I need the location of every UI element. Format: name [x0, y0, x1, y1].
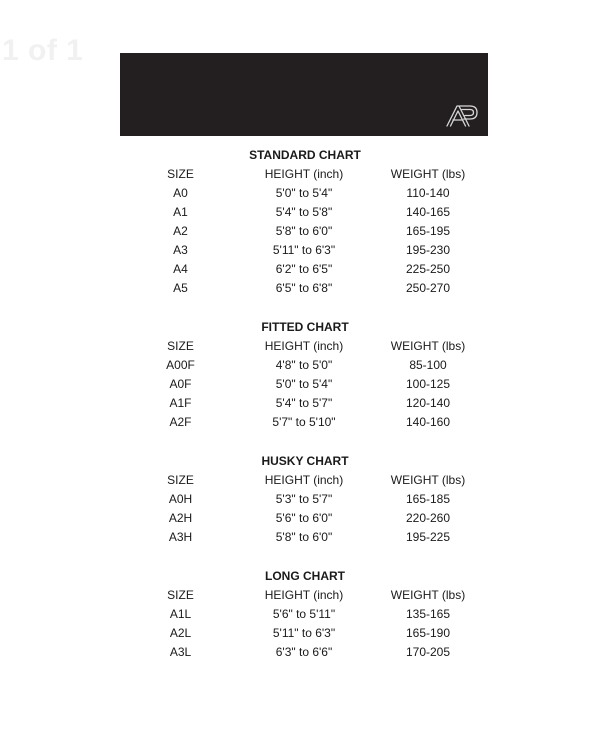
table-row — [120, 184, 488, 203]
height-cell: 5'0" to 5'4" — [275, 377, 333, 391]
height-cell: 5'11" to 6'3" — [272, 626, 336, 640]
height-cell: 4'8" to 5'0" — [275, 358, 333, 372]
weight-cell: 165-185 — [405, 492, 451, 506]
height-column-header: HEIGHT (inch) — [264, 167, 344, 181]
size-cell: A0 — [173, 186, 188, 200]
weight-cell: 195-225 — [405, 530, 451, 544]
table-row — [120, 528, 488, 547]
chart-title: FITTED CHART — [261, 320, 349, 334]
weight-cell: 250-270 — [405, 281, 451, 295]
height-cell: 5'8" to 6'0" — [275, 530, 333, 544]
weight-column-header: WEIGHT (lbs) — [390, 473, 466, 487]
husky-chart — [120, 452, 488, 547]
size-cell: A4 — [173, 262, 188, 276]
size-cell: A3H — [168, 530, 193, 544]
chart-title: STANDARD CHART — [249, 148, 361, 162]
chart-title: LONG CHART — [265, 569, 345, 583]
height-cell: 5'3" to 5'7" — [275, 492, 333, 506]
table-row — [120, 605, 488, 624]
height-cell: 6'3" to 6'6" — [275, 645, 333, 659]
height-cell: 5'4" to 5'8" — [275, 205, 333, 219]
size-cell: A2 — [173, 224, 188, 238]
height-cell: 5'0" to 5'4" — [275, 186, 333, 200]
table-row — [120, 375, 488, 394]
weight-cell: 140-165 — [405, 205, 451, 219]
table-row — [120, 624, 488, 643]
weight-column-header: WEIGHT (lbs) — [390, 588, 466, 602]
ap-monogram-logo-icon — [445, 104, 479, 128]
height-cell: 5'7" to 5'10" — [272, 415, 336, 429]
page-counter: 1 of 1 — [2, 34, 84, 67]
size-cell: A1 — [173, 205, 188, 219]
size-column-header: SIZE — [167, 167, 194, 181]
size-cell: A2L — [169, 626, 192, 640]
column-header-row — [120, 337, 488, 356]
height-column-header: HEIGHT (inch) — [264, 588, 344, 602]
table-row — [120, 222, 488, 241]
size-cell: A3L — [169, 645, 192, 659]
table-row — [120, 643, 488, 662]
size-cell: A0F — [169, 377, 192, 391]
weight-cell: 100-125 — [405, 377, 451, 391]
height-cell: 5'4" to 5'7" — [275, 396, 333, 410]
table-row — [120, 203, 488, 222]
weight-cell: 140-160 — [405, 415, 451, 429]
weight-cell: 220-260 — [405, 511, 451, 525]
size-cell: A5 — [173, 281, 188, 295]
weight-cell: 85-100 — [409, 358, 447, 372]
height-cell: 6'2" to 6'5" — [275, 262, 333, 276]
long-chart — [120, 567, 488, 662]
size-cell: A3 — [173, 243, 188, 257]
size-cell: A2H — [168, 511, 193, 525]
table-row — [120, 356, 488, 375]
size-cell: A00F — [166, 358, 195, 372]
fitted-chart — [120, 318, 488, 432]
table-row — [120, 413, 488, 432]
height-cell: 5'6" to 6'0" — [275, 511, 333, 525]
table-row — [120, 509, 488, 528]
size-column-header: SIZE — [167, 339, 194, 353]
height-cell: 5'11" to 6'3" — [272, 243, 336, 257]
height-cell: 5'8" to 6'0" — [275, 224, 333, 238]
weight-cell: 165-190 — [405, 626, 451, 640]
weight-cell: 135-165 — [405, 607, 451, 621]
column-header-row — [120, 586, 488, 605]
height-column-header: HEIGHT (inch) — [264, 339, 344, 353]
chart-title: HUSKY CHART — [261, 454, 349, 468]
column-header-row — [120, 165, 488, 184]
weight-cell: 195-230 — [405, 243, 451, 257]
height-cell: 5'6" to 5'11" — [272, 607, 336, 621]
header-banner — [120, 53, 488, 136]
height-column-header: HEIGHT (inch) — [264, 473, 344, 487]
table-row — [120, 260, 488, 279]
weight-column-header: WEIGHT (lbs) — [390, 167, 466, 181]
table-row — [120, 279, 488, 298]
size-cell: A1L — [169, 607, 192, 621]
size-cell: A0H — [168, 492, 193, 506]
size-column-header: SIZE — [167, 473, 194, 487]
weight-cell: 165-195 — [405, 224, 451, 238]
standard-chart — [120, 146, 488, 298]
weight-cell: 225-250 — [405, 262, 451, 276]
weight-cell: 110-140 — [406, 186, 450, 200]
weight-column-header: WEIGHT (lbs) — [390, 339, 466, 353]
height-cell: 6'5" to 6'8" — [275, 281, 333, 295]
size-cell: A2F — [169, 415, 192, 429]
size-cell: A1F — [169, 396, 192, 410]
weight-cell: 170-205 — [405, 645, 451, 659]
table-row — [120, 394, 488, 413]
size-column-header: SIZE — [167, 588, 194, 602]
weight-cell: 120-140 — [405, 396, 451, 410]
table-row — [120, 490, 488, 509]
column-header-row — [120, 471, 488, 490]
table-row — [120, 241, 488, 260]
